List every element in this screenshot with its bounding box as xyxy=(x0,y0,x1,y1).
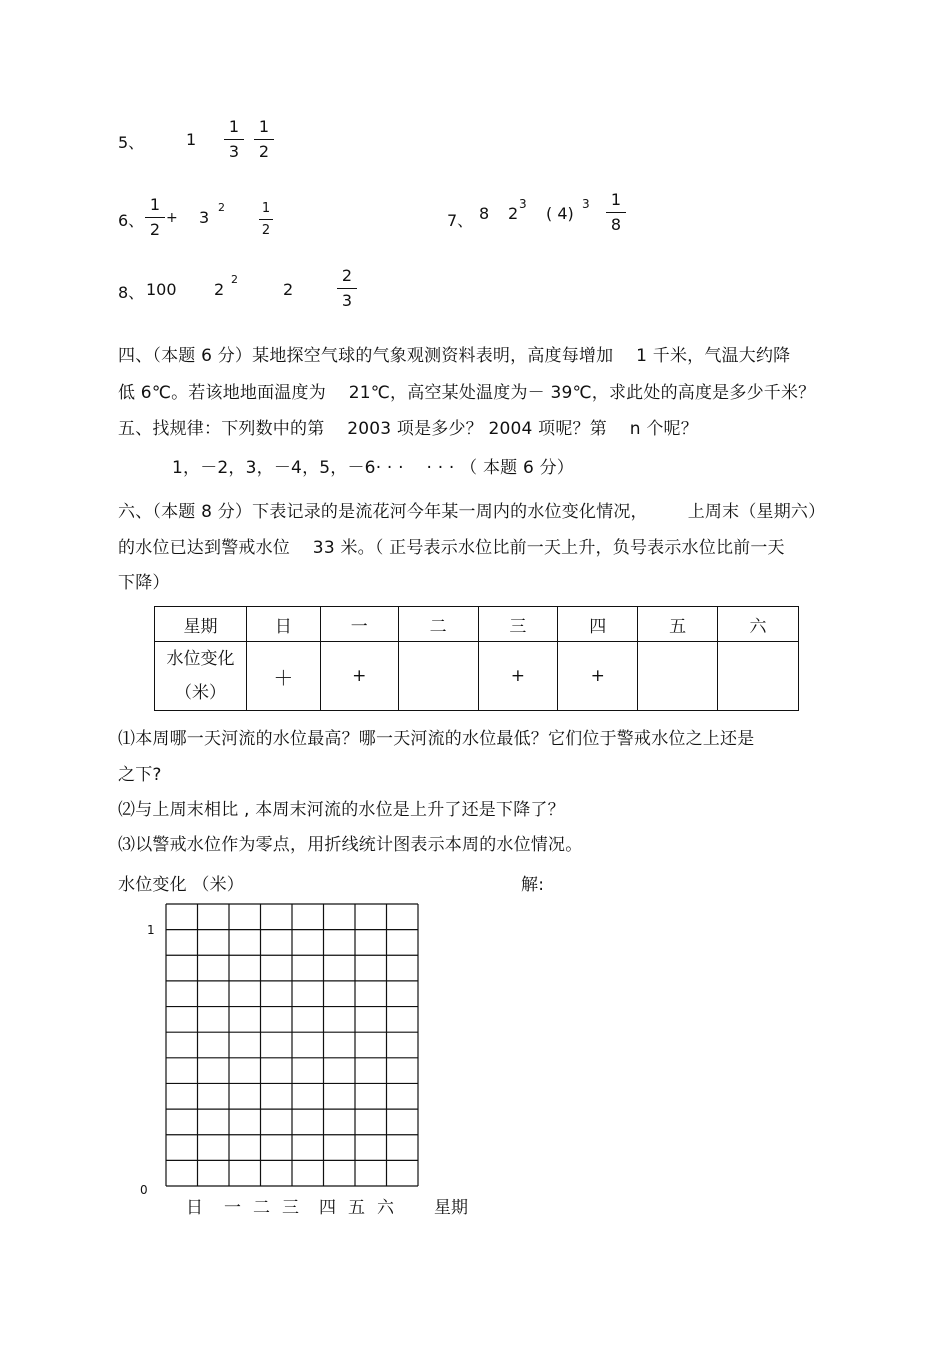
x-axis-tick-label: 五 xyxy=(348,1198,365,1218)
question-4-line-1: 四、（本题 6 分）某地探空气球的气象观测资料表明，高度每增加 1 千米，气温大约降 xyxy=(118,346,791,366)
exponent: 3 xyxy=(582,197,590,211)
plus-sign: + xyxy=(166,210,178,226)
number: 2 xyxy=(283,280,294,299)
question-5-line-1: 五、找规律：下列数中的第 2003 项是多少？ 2004 项呢？第 n 个呢？ xyxy=(118,419,698,439)
parenthesized-term: ( 4) xyxy=(546,204,574,223)
fraction: 1 2 xyxy=(259,202,273,237)
fraction: 1 2 xyxy=(254,119,274,160)
x-axis-tick-label: 六 xyxy=(377,1198,394,1218)
graph-y-axis-label: 水位变化 （米） xyxy=(118,875,245,895)
base: 2 xyxy=(508,204,519,223)
base: 2 xyxy=(214,280,225,299)
x-axis-tick-label: 四 xyxy=(319,1198,336,1218)
exponent: 2 xyxy=(218,201,225,214)
fraction: 1 8 xyxy=(606,192,626,233)
table-header-cell: 四 xyxy=(558,607,638,642)
number: 1 xyxy=(186,130,197,149)
fraction: 1 3 xyxy=(224,119,244,160)
y-tick-top: 1 xyxy=(147,923,155,937)
number: 8 xyxy=(479,204,490,223)
answer-label: 解: xyxy=(521,875,545,895)
problem-label: 5、 xyxy=(118,133,145,152)
exponent: 2 xyxy=(231,273,238,286)
table-header-cell: 日 xyxy=(246,607,320,642)
y-tick-zero: 0 xyxy=(140,1183,148,1197)
row-label-line-2: （米） xyxy=(174,683,226,703)
x-axis-tick-label: 日 xyxy=(186,1198,203,1218)
x-axis-tick-label: 三 xyxy=(282,1198,299,1218)
problem-label: 7、 xyxy=(447,211,474,230)
table-cell: ＋ xyxy=(246,642,320,711)
table-cell: + xyxy=(320,642,398,711)
table-header-cell: 二 xyxy=(398,607,478,642)
number: 100 xyxy=(146,280,177,299)
row-label-line-1: 水位变化 xyxy=(166,649,235,669)
problem-label: 8、 xyxy=(118,283,145,302)
question-6-line-2: 的水位已达到警戒水位 33 米。（ 正号表示水位比前一天上升，负号表示水位比前一天 xyxy=(118,538,785,558)
x-axis-title: 星期 xyxy=(434,1198,468,1218)
base: 3 xyxy=(199,208,210,227)
table-header-cell: 一 xyxy=(320,607,398,642)
sub-question-3: ⑶以警戒水位作为零点，用折线统计图表示本周的水位情况。 xyxy=(118,835,583,855)
fraction: 1 2 xyxy=(145,197,165,238)
table-cell: + xyxy=(478,642,558,711)
table-header-cell: 五 xyxy=(638,607,718,642)
x-axis-tick-label: 一 xyxy=(224,1198,241,1218)
question-6-line-1: 六、（本题 8 分）下表记录的是流花河今年某一周内的水位变化情况， 上周末（星期六） xyxy=(118,502,826,522)
fraction: 2 3 xyxy=(337,268,357,309)
sub-question-2: ⑵与上周末相比 , 本周末河流的水位是上升了还是下降了？ xyxy=(118,800,565,820)
table-cell: + xyxy=(558,642,638,711)
problem-label: 6、 xyxy=(118,211,145,230)
x-axis-tick-label: 二 xyxy=(253,1198,270,1218)
table-header-cell: 三 xyxy=(478,607,558,642)
table-header-cell: 星期 xyxy=(155,607,247,642)
sub-question-1-line-1: ⑴本周哪一天河流的水位最高？哪一天河流的水位最低？它们位于警戒水位之上还是 xyxy=(118,729,755,749)
sub-question-1-line-2: 之下? xyxy=(118,765,162,785)
table-header-cell: 六 xyxy=(718,607,799,642)
exponent: 3 xyxy=(519,197,527,211)
question-5-sequence: 1，－2，3，－4，5，－6· · · · · · （ 本题 6 分） xyxy=(172,458,574,478)
question-6-line-3: 下降） xyxy=(118,573,170,593)
question-4-line-2: 低 6℃。若该地地面温度为 21℃，高空某处温度为－ 39℃，求此处的高度是多少千米？ xyxy=(118,383,816,403)
